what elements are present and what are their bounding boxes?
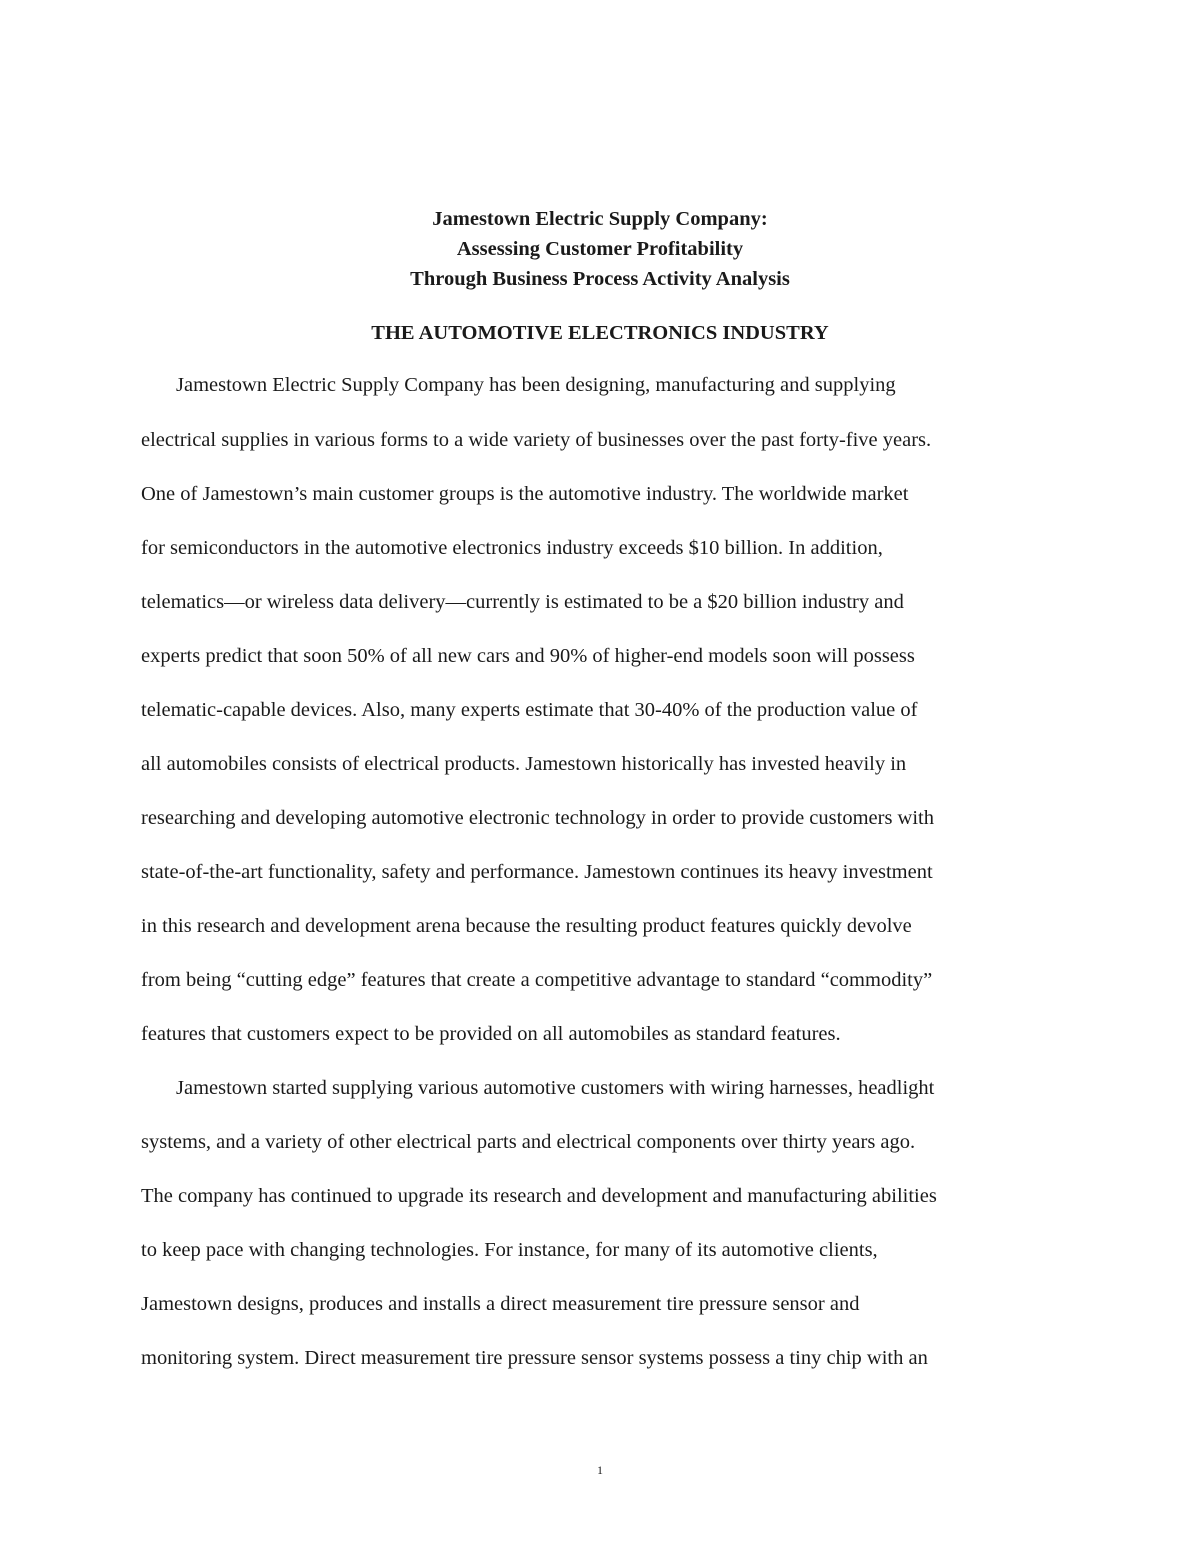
- title-line-2: Assessing Customer Profitability: [456, 238, 744, 260]
- paragraph-line: experts predict that soon 50% of all new cars and 90% of higher-end models soon will possess: [141, 645, 915, 667]
- paragraph-line: to keep pace with changing technologies. For instance, for many of its automotive clients,: [141, 1239, 878, 1261]
- paragraph-line: One of Jamestown’s main customer groups is the automotive industry. The worldwide market: [141, 483, 909, 505]
- paragraph-line: electrical supplies in various forms to a wide variety of businesses over the past forty-five years.: [141, 429, 932, 451]
- paragraph-line: Jamestown designs, produces and installs a direct measurement tire pressure sensor and: [141, 1293, 860, 1315]
- paragraph-line: for semiconductors in the automotive electronics industry exceeds $10 billion. In addition,: [141, 537, 883, 559]
- section-heading: THE AUTOMOTIVE ELECTRONICS INDUSTRY: [371, 322, 829, 344]
- title-line-3: Through Business Process Activity Analysis: [410, 268, 790, 290]
- paragraph-line: telematic-capable devices. Also, many experts estimate that 30-40% of the production value of: [141, 699, 918, 721]
- page-number: 1: [597, 1463, 603, 1477]
- document-title: [140, 204, 1060, 294]
- paragraph-line: monitoring system. Direct measurement tire pressure sensor systems possess a tiny chip with an: [141, 1347, 928, 1369]
- paragraph-line: in this research and development arena because the resulting product features quickly devolve: [141, 915, 912, 937]
- paragraph-line: telematics—or wireless data delivery—currently is estimated to be a $20 billion industry and: [141, 591, 904, 613]
- title-line-1: Jamestown Electric Supply Company:: [432, 208, 768, 230]
- paragraph-line: systems, and a variety of other electrical parts and electrical components over thirty years ago.: [141, 1131, 916, 1153]
- paragraph-line: features that customers expect to be provided on all automobiles as standard features.: [141, 1023, 841, 1045]
- paragraph-line: The company has continued to upgrade its research and development and manufacturing abilities: [141, 1185, 937, 1207]
- paragraph-line: researching and developing automotive electronic technology in order to provide customers with: [141, 807, 934, 829]
- paragraph-line: all automobiles consists of electrical products. Jamestown historically has invested heavily in: [141, 753, 907, 775]
- paragraph-line: Jamestown Electric Supply Company has been designing, manufacturing and supplying: [176, 374, 896, 396]
- paragraph-line: from being “cutting edge” features that create a competitive advantage to standard “commodity”: [141, 969, 933, 991]
- paragraph-line: state-of-the-art functionality, safety and performance. Jamestown continues its heavy investment: [141, 861, 933, 883]
- paragraph-line: Jamestown started supplying various automotive customers with wiring harnesses, headlight: [176, 1077, 935, 1099]
